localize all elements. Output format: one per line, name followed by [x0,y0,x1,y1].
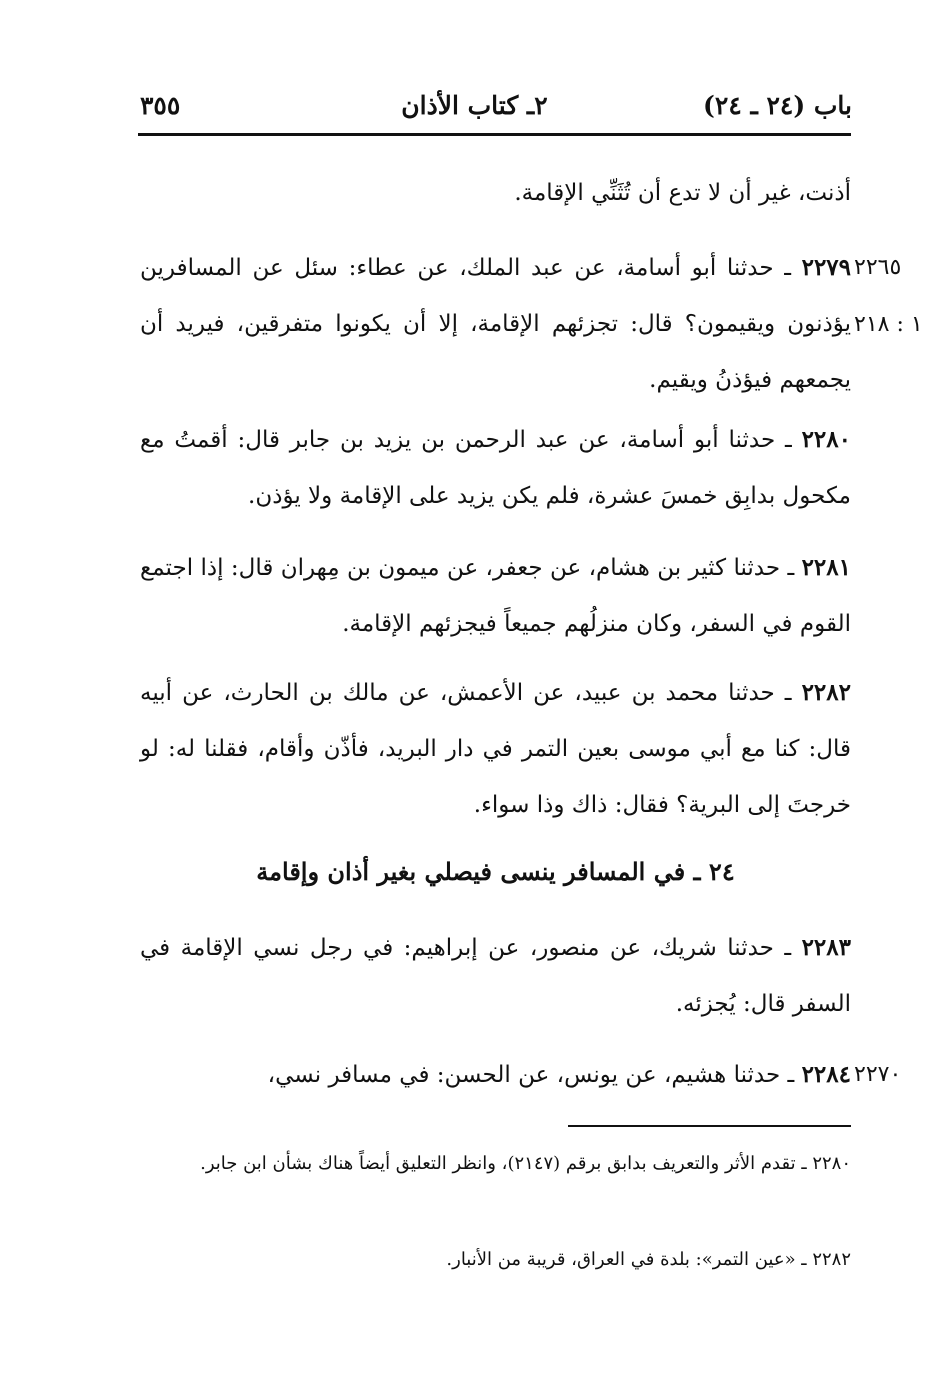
entry-2280 [140,412,851,524]
entry-text: ـ حدثنا أبو أسامة، عن عبد الملك، عن عطاء: سئل عن المسافرين يؤذنون ويقيمون؟ قال: تجزئهم الإقامة، إلا أن يكونوا متفرقين، فيريد أن يجمعهم فيؤذنُ ويقيم. [140,255,851,393]
footnote-text: ـ تقدم الأثر والتعريف بدابق برقم (٢١٤٧)، وانظر التعليق أيضاً هناك بشأن ابن جابر. [200,1153,807,1174]
margin-ref: ١ : ٢١٨ [854,312,923,337]
entry-text: ـ حدثنا أبو أسامة، عن عبد الرحمن بن يزيد بن جابر قال: أقمتُ مع مكحول بدابِق خمسَ عشرة، فلم يكن يزيد على الإقامة ولا يؤذن. [140,427,851,509]
entry-text: ـ حدثنا محمد بن عبيد، عن الأعمش، عن مالك بن الحارث، عن أبيه قال: كنا مع أبي موسى بعين التمر في دار البريد، فأذّن وأقام، فقلنا له: لو خرجتَ إلى البرية؟ فقال: ذاك وذا سواء. [140,680,851,818]
entry-number: ٢٢٨٣ [801,934,851,961]
footnote-2282 [140,1238,851,1282]
footnote-rule [568,1125,851,1127]
entry-2279 [140,240,851,408]
footnote-text: ـ «عين التمر»: بلدة في العراق، قريبة من الأنبار. [446,1249,807,1270]
chapter-range: باب (٢٤ ـ ٢٤) [703,91,852,120]
intro-paragraph [140,165,851,221]
intro-line: أذنت، غير أن لا تدع أن تُثَنِّي الإقامة. [514,180,851,206]
entry-text: ـ حدثنا شريك، عن منصور، عن إبراهيم: في رجل نسي الإقامة في السفر قال: يُجزئه. [140,935,851,1017]
entry-number: ٢٢٨٤ [801,1061,851,1088]
book-title: ٢ـ كتاب الأذان [401,91,548,120]
entry-text: ـ حدثنا هشيم، عن يونس، عن الحسن: في مسافر نسي، [267,1062,795,1088]
footnote-2280 [140,1142,851,1186]
entry-number: ٢٢٨٠ [801,426,851,453]
header-rule [138,133,851,136]
footnote-number: ٢٢٨٠ [812,1153,851,1174]
margin-ref: ٢٢٦٥ [854,255,902,280]
entry-2284 [140,1047,851,1103]
entry-number: ٢٢٨٢ [801,679,851,706]
entry-2283 [140,920,851,1032]
entry-2281 [140,540,851,652]
entry-number: ٢٢٨١ [801,554,851,581]
entry-2282 [140,665,851,833]
page-number: ٣٥٥ [140,91,181,120]
section-heading: ٢٤ ـ في المسافر ينسى فيصلي بغير أذان وإقامة [256,857,735,886]
entry-number: ٢٢٧٩ [801,254,852,281]
entry-text: ـ حدثنا كثير بن هشام، عن جعفر، عن ميمون بن مِهران قال: إذا اجتمع القوم في السفر، وكان منزلُهم جميعاً فيجزئهم الإقامة. [140,555,851,637]
footnote-number: ٢٢٨٢ [812,1249,851,1270]
margin-ref: ٢٢٧٠ [854,1062,902,1087]
